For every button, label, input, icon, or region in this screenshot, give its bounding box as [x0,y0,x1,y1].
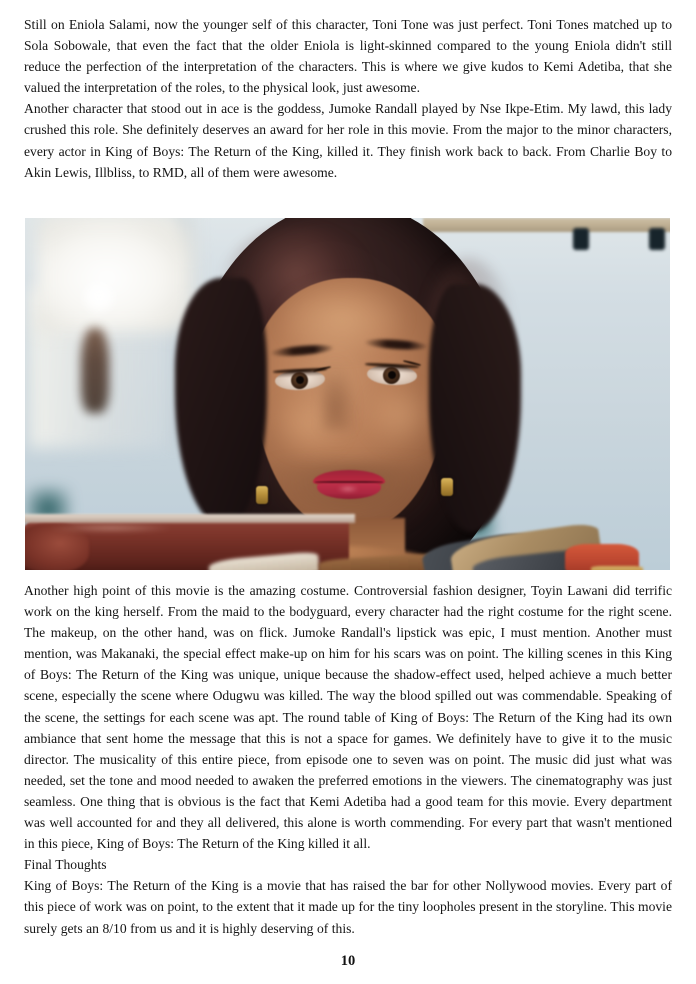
page-content-lower [24,580,672,939]
photo-ceiling-beam [423,218,670,232]
photo-face-cheek-highlight-right [363,380,435,450]
photo-chair-highlight [51,524,171,532]
photo-lamp-glow [80,280,118,314]
section-heading-final-thoughts: Final Thoughts [24,857,107,873]
photo-spotlight-2 [649,228,665,250]
photo-lamp-base [81,328,109,413]
paragraph-4: King of Boys: The Return of the King is a movie that has raised the bar for other Nollywood movies. Every part of this piece of work was on point, to the extent that it made up for the tiny loopholes present in the storyline. This movie surely gets an 8/10 from us and it is highly deserving of this. [24,878,672,936]
paragraph-1: Still on Eniola Salami, now the younger self of this character, Toni Tone was just perfect. Toni Tones matched up to Sola Sobowale, that even the fact that the older Eniola is light-skinned compared to the young Eniola didn't still reduce the perfection of the interpretation of the characters. This is where we give kudos to Kemi Adetiba, that she valued the interpretation of the roles, to the physical look, just awesome. [24,17,672,96]
article-photo [25,218,670,570]
photo-gold-strip [591,566,643,570]
photo-lip-line [315,481,383,483]
page-content [24,14,672,183]
photo-lamp-shade [35,218,195,332]
photo-earring-right [441,478,453,496]
paragraph-3: Another high point of this movie is the amazing costume. Controversial fashion designer, Toyin Lawani did terrific work on the king herself. From the maid to the bodyguard, every character had the right costume for the right scene. The makeup, on the other hand, was on flick. Jumoke Randall's lipstick was epic, I must mention. Another must mention, was Makanaki, the special effect make-up on him for his scars was on point. The killing scenes in this King of Boys: The Return of the King was unique, unique because the shadow-effect used, helped achieve a much better scene, especially the scene where Odugwu was killed. The way the blood spilled out was commendable. Speaking of the scene, the settings for each scene was apt. The round table of King of Boys: The Return of the King had its own ambiance that sent home the message that this is not a space for games. We definitely have to give it to the music director. The musicality of this entire piece, from episode one to seven was on point. The music did just what was needed, set the tone and mood needed to awaken the preferred emotions in the viewers. The cinematography was just seamless. One thing that is obvious is the fact that Kemi Adetiba had a good team for this movie. Every department was well accounted for and they all delivered, this alone is worth commending. For every part that wasn't mentioned in this piece, King of Boys: The Return of the King killed it all. [24,583,672,852]
photo-lip-highlight [337,486,359,492]
photo-canvas [25,218,670,570]
photo-chair-arm-top-edge [25,514,355,523]
paragraph-2: Another character that stood out in ace is the goddess, Jumoke Randall played by Nse Ikpe-Etim. My lawd, this lady crushed this role. She definitely deserves an award for her role in this movie. From the major to the minor characters, every actor in King of Boys: The Return of the King, killed it. They finish work back to back. From Charlie Boy to Akin Lewis, Illbliss, to RMD, all of them were awesome. [24,101,672,180]
photo-earring-left [256,486,268,504]
photo-spotlight-1 [573,228,589,250]
page-number: 10 [340,953,356,969]
